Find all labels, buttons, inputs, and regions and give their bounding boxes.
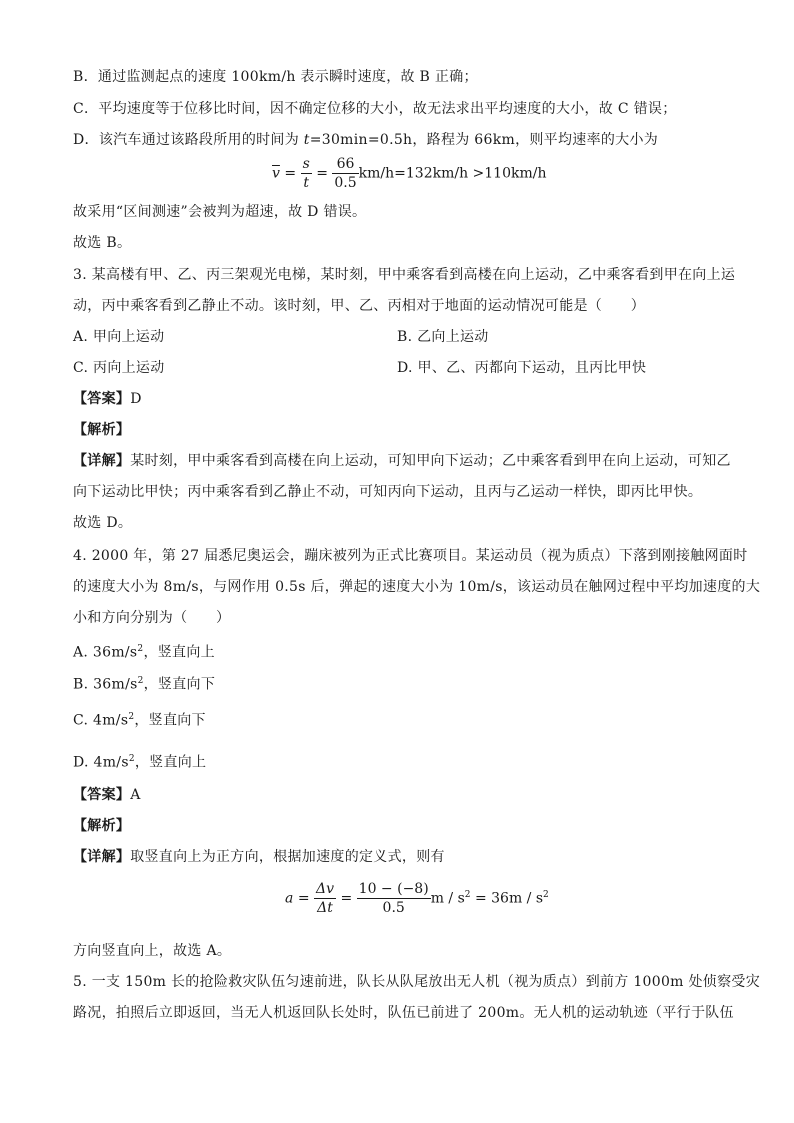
q4-stem-line3: 小和方向分别为（ ） — [73, 610, 231, 626]
q4-option-d: D. $4m/s^2$，竖直向上 — [73, 754, 207, 771]
q4-conclusion: 方向竖直向上，故选 A。 — [73, 943, 232, 959]
q3-answer: 【答案】D — [73, 391, 142, 407]
choose-line: 故选 B。 — [73, 235, 132, 251]
option-b-explanation: B．通过监测起点的速度 100km/h 表示瞬时速度，故 B 正确； — [73, 69, 478, 85]
q5-stem-line2: 路况，拍照后立即返回，当无人机返回队长处时，队伍已前进了 200m。无人机的运动轨迹（平行于队伍 — [73, 1005, 734, 1021]
q4-option-a: A. $36m/s^2$，竖直向上 — [73, 644, 215, 661]
q3-choose: 故选 D。 — [73, 515, 133, 531]
average-speed-formula: $\overline{v}$ = $\frac{s}{t}$ = $\frac{66}{0.5}$ km/h=132km/h >110km/h — [272, 156, 547, 191]
q3-stem-line2: 动，丙中乘客看到乙静止不动。该时刻，甲、乙、丙相对于地面的运动情况可能是（ ） — [73, 298, 645, 314]
q4-analysis-label: 【解析】 — [73, 818, 131, 834]
conclusion-line: 故采用“区间测速”会被判为超速，故 D 错误。 — [73, 204, 367, 220]
q3-option-a: A. 甲向上运动 — [73, 329, 165, 345]
q3-option-d: D. 甲、乙、丙都向下运动，且丙比甲快 — [397, 360, 647, 376]
q3-option-c: C. 丙向上运动 — [73, 360, 165, 376]
q3-stem-line1: 3. 某高楼有甲、乙、丙三架观光电梯，某时刻，甲中乘客看到高楼在向上运动，乙中乘客看到甲在向上运 — [73, 267, 736, 283]
option-d-explanation: D．该汽车通过该路段所用的时间为 t=30min=0.5h，路程为 66km，则平均速率的大小为 — [73, 132, 659, 148]
option-c-explanation: C．平均速度等于位移比时间，因不确定位移的大小，故无法求出平均速度的大小，故 C 错误； — [73, 101, 677, 117]
q4-stem-line2: 的速度大小为 8m/s，与网作用 0.5s 后，弹起的速度大小为 10m/s，该运动员在触网过程中平均加速度的大 — [73, 579, 761, 595]
q3-detail-line1: 【详解】某时刻，甲中乘客看到高楼在向上运动，可知甲向下运动；乙中乘客看到甲在向上运动，可知乙 — [73, 453, 731, 469]
q3-analysis-label: 【解析】 — [73, 422, 131, 438]
q4-detail-line1: 【详解】取竖直向上为正方向，根据加速度的定义式，则有 — [73, 849, 445, 865]
q4-stem-line1: 4. 2000 年，第 27 届悉尼奥运会，蹦床被列为正式比赛项目。某运动员（视为质点）下落到刚接触网面时 — [73, 548, 748, 564]
q5-stem-line1: 5. 一支 150m 长的抢险救灾队伍匀速前进，队长从队尾放出无人机（视为质点）到前方 1000m 处侦察受灾 — [73, 974, 761, 990]
q4-option-c: C. $4m/s^2$，竖直向下 — [73, 712, 206, 729]
q3-option-b: B. 乙向上运动 — [397, 329, 489, 345]
acceleration-formula: a = $\frac{\Delta v}{\Delta t}$ = $\frac{10 - (-8)}{0.5}$ $m / s^2 = 36m / s^2$ — [285, 881, 549, 916]
q4-option-b: B. $36m/s^2$，竖直向下 — [73, 676, 216, 693]
q4-answer: 【答案】A — [73, 787, 141, 803]
q3-detail-line2: 向下运动比甲快；丙中乘客看到乙静止不动，可知丙向下运动，且丙与乙运动一样快，即丙比甲快。 — [73, 484, 703, 500]
